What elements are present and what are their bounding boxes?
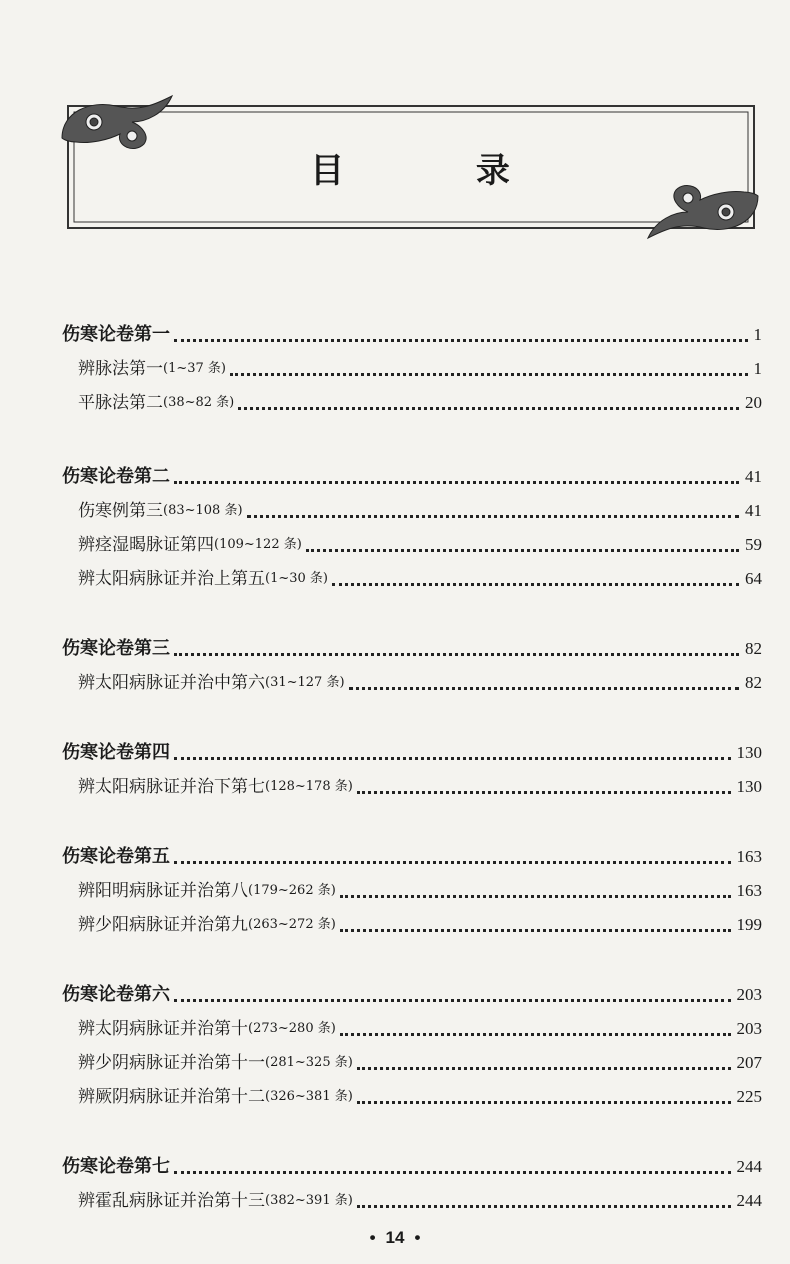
bullet-icon: • [369, 1228, 376, 1247]
section-page-number: 225 [736, 1087, 762, 1106]
section-title: 辨太阳病脉证并治中第六 [78, 673, 265, 693]
section-title: 辨痉湿暍脉证第四 [78, 535, 214, 555]
dot-leader [174, 999, 731, 1002]
toc-group [62, 460, 762, 596]
article-range: (31~127 条) [265, 675, 345, 690]
dot-leader [174, 757, 731, 760]
chapter-page-number: 163 [736, 847, 762, 866]
section-title: 辨少阳病脉证并治第九 [78, 915, 248, 935]
section-page-number: 41 [745, 501, 762, 520]
dot-leader [340, 929, 731, 932]
toc-section-entry[interactable] [62, 352, 762, 386]
section-title: 辨太阳病脉证并治上第五 [78, 569, 265, 589]
chapter-title: 伤寒论卷第六 [62, 984, 170, 1005]
toc-section-entry[interactable] [62, 1184, 762, 1218]
section-page-number: 244 [736, 1191, 762, 1210]
toc-chapter-entry[interactable] [62, 840, 762, 874]
article-range: (382~391 条) [265, 1193, 353, 1208]
section-title: 辨脉法第一 [78, 359, 163, 379]
toc-group [62, 1150, 762, 1218]
article-range: (128~178 条) [265, 779, 353, 794]
section-page-number: 64 [745, 569, 762, 588]
dot-leader [230, 373, 748, 376]
article-range: (179~262 条) [248, 883, 336, 898]
chapter-title: 伤寒论卷第三 [62, 638, 170, 659]
article-range: (83~108 条) [163, 503, 243, 518]
toc-section-entry[interactable] [62, 908, 762, 942]
toc-section-entry[interactable] [62, 1046, 762, 1080]
dot-leader [349, 687, 739, 690]
chapter-title: 伤寒论卷第二 [62, 466, 170, 487]
toc-chapter-entry[interactable] [62, 632, 762, 666]
article-range: (1~30 条) [265, 571, 328, 586]
table-of-contents [62, 318, 762, 1254]
dot-leader [174, 1171, 731, 1174]
chapter-title: 伤寒论卷第一 [62, 324, 170, 345]
toc-group [62, 318, 762, 420]
toc-section-entry[interactable] [62, 386, 762, 420]
toc-section-entry[interactable] [62, 1012, 762, 1046]
toc-section-entry[interactable] [62, 874, 762, 908]
toc-chapter-entry[interactable] [62, 978, 762, 1012]
article-range: (263~272 条) [248, 917, 336, 932]
dot-leader [238, 407, 739, 410]
section-page-number: 163 [736, 881, 762, 900]
dot-leader [174, 861, 731, 864]
section-page-number: 130 [736, 777, 762, 796]
section-title: 辨阳明病脉证并治第八 [78, 881, 248, 901]
dot-leader [340, 1033, 731, 1036]
chapter-page-number: 203 [736, 985, 762, 1004]
toc-section-entry[interactable] [62, 494, 762, 528]
toc-group [62, 840, 762, 942]
section-title: 平脉法第二 [78, 393, 163, 413]
page-title: 目 录 [310, 150, 570, 191]
toc-section-entry[interactable] [62, 528, 762, 562]
section-title: 辨霍乱病脉证并治第十三 [78, 1191, 265, 1211]
toc-group [62, 736, 762, 804]
section-title: 辨太阳病脉证并治下第七 [78, 777, 265, 797]
toc-section-entry[interactable] [62, 666, 762, 700]
section-title: 辨太阴病脉证并治第十 [78, 1019, 248, 1039]
chapter-page-number: 244 [736, 1157, 762, 1176]
article-range: (109~122 条) [214, 537, 302, 552]
section-title: 辨少阴病脉证并治第十一 [78, 1053, 265, 1073]
toc-chapter-entry[interactable] [62, 736, 762, 770]
title-banner [60, 92, 760, 242]
chapter-title: 伤寒论卷第七 [62, 1156, 170, 1177]
dot-leader [332, 583, 739, 586]
chapter-title: 伤寒论卷第四 [62, 742, 170, 763]
section-page-number: 20 [745, 393, 762, 412]
dot-leader [306, 549, 739, 552]
section-page-number: 207 [736, 1053, 762, 1072]
toc-section-entry[interactable] [62, 770, 762, 804]
toc-chapter-entry[interactable] [62, 460, 762, 494]
section-page-number: 59 [745, 535, 762, 554]
dot-leader [174, 653, 739, 656]
dot-leader [357, 791, 731, 794]
dot-leader [357, 1205, 731, 1208]
toc-section-entry[interactable] [62, 1080, 762, 1114]
section-page-number: 1 [753, 359, 762, 378]
toc-chapter-entry[interactable] [62, 1150, 762, 1184]
chapter-page-number: 41 [745, 467, 762, 486]
toc-chapter-entry[interactable] [62, 318, 762, 352]
section-page-number: 203 [736, 1019, 762, 1038]
chapter-page-number: 1 [753, 325, 762, 344]
toc-group [62, 978, 762, 1114]
article-range: (1~37 条) [163, 361, 226, 376]
article-range: (326~381 条) [265, 1089, 353, 1104]
dot-leader [247, 515, 739, 518]
bullet-icon: • [414, 1228, 421, 1247]
section-title: 辨厥阴病脉证并治第十二 [78, 1087, 265, 1107]
chapter-page-number: 82 [745, 639, 762, 658]
page-number: 14 [385, 1228, 405, 1247]
dot-leader [174, 481, 739, 484]
chapter-title: 伤寒论卷第五 [62, 846, 170, 867]
dot-leader [174, 339, 748, 342]
chapter-page-number: 130 [736, 743, 762, 762]
article-range: (38~82 条) [163, 395, 235, 410]
dot-leader [340, 895, 731, 898]
section-page-number: 82 [745, 673, 762, 692]
section-page-number: 199 [736, 915, 762, 934]
article-range: (281~325 条) [265, 1055, 353, 1070]
toc-group [62, 632, 762, 700]
page-footer [0, 1228, 790, 1248]
toc-section-entry[interactable] [62, 562, 762, 596]
dot-leader [357, 1067, 731, 1070]
article-range: (273~280 条) [248, 1021, 336, 1036]
section-title: 伤寒例第三 [78, 501, 163, 521]
dot-leader [357, 1101, 731, 1104]
